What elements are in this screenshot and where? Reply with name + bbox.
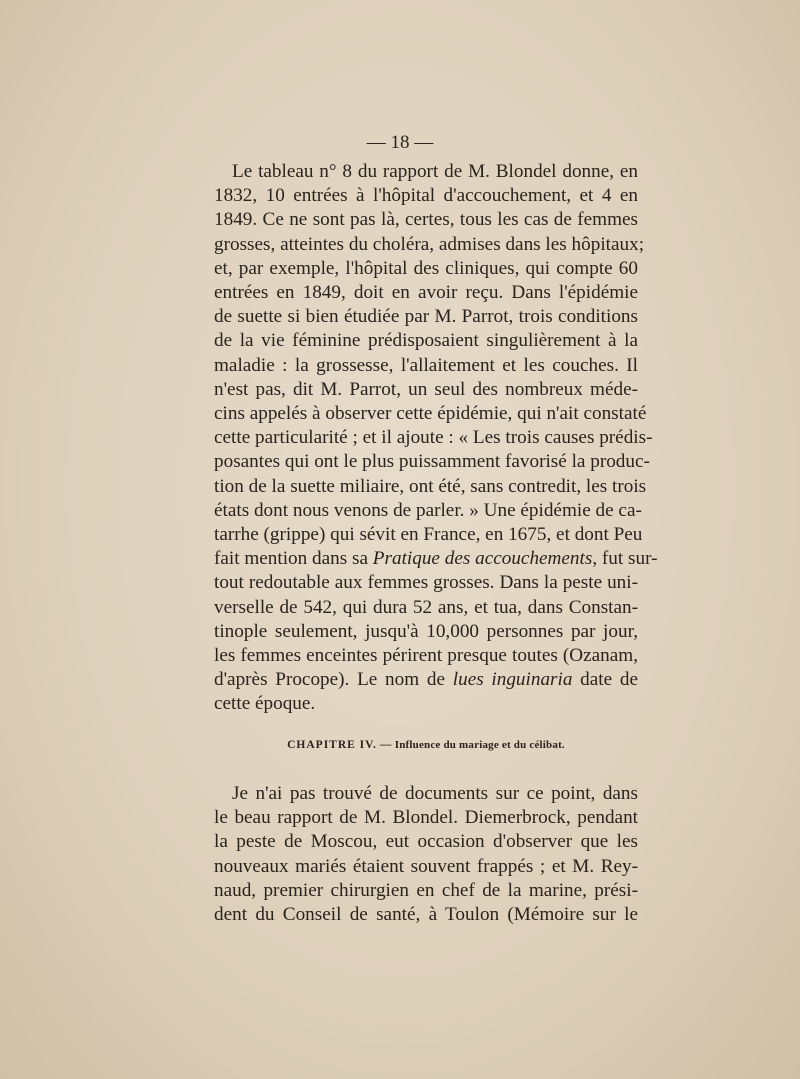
text-line: nouveaux mariés étaient souvent frappés ; et M. Rey- <box>214 855 638 877</box>
italic-term-lues-inguinaria: lues inguinaria <box>452 669 573 691</box>
text-line: tout redoutable aux femmes grosses. Dans la peste uni- <box>214 572 638 594</box>
text-line: cette particularité ; et il ajoute : « Les trois causes prédis- <box>214 427 653 449</box>
text-line: naud, premier chirurgien en chef de la marine, prési- <box>214 879 638 901</box>
text-line: cins appelés à observer cette épidémie, qui n'ait constaté <box>214 403 647 425</box>
text-line: Je n'ai pas trouvé de documents sur ce point, dans <box>232 783 638 804</box>
text-line: dent du Conseil de santé, à Toulon (Mémoire sur le <box>214 904 638 926</box>
text-line: Le tableau n° 8 du rapport de M. Blondel donne, en <box>232 161 638 182</box>
text-line: les femmes enceintes périrent presque toutes (Ozanam, <box>214 645 638 667</box>
chapter-label: CHAPITRE IV. <box>287 739 377 751</box>
text-line: tarrhe (grippe) qui sévit en France, en 1675, et dont Peu <box>214 524 643 546</box>
text-line: de suette si bien étudiée par M. Parrot, trois conditions <box>214 306 638 328</box>
chapter-dash: — <box>376 739 395 751</box>
italic-title-pratique: Pratique des accouchements <box>372 548 593 570</box>
text-line: cette époque. <box>214 693 316 715</box>
text-segment: d'après Procope). Le nom de <box>214 669 453 691</box>
text-segment: , fut sur- <box>592 548 658 570</box>
text-line: grosses, atteintes du choléra, admises dans les hôpitaux; <box>214 233 645 255</box>
text-line: 1832, 10 entrées à l'hôpital d'accouchement, et 4 en <box>214 185 638 207</box>
text-line <box>214 547 658 571</box>
text-line: tion de la suette miliaire, ont été, sans contredit, les trois <box>214 475 647 497</box>
page-number: — 18 — <box>366 132 434 153</box>
chapter-heading <box>214 739 638 751</box>
text-line: verselle de 542, qui dura 52 ans, et tua, dans Constan- <box>214 596 638 618</box>
text-line: entrées en 1849, doit en avoir reçu. Dans l'épidémie <box>214 282 638 304</box>
paragraph-cholera-suette <box>214 160 658 717</box>
text-line: et, par exemple, l'hôpital des cliniques, qui compte 60 <box>214 257 638 279</box>
chapter-title: Influence du mariage et du célibat. <box>394 739 565 751</box>
text-segment: fait mention dans sa <box>214 548 373 570</box>
text-line: états dont nous venons de parler. » Une épidémie de ca- <box>214 499 642 521</box>
text-line: 1849. Ce ne sont pas là, certes, tous les cas de femmes <box>214 209 638 231</box>
text-line: de la vie féminine prédisposaient singulièrement à la <box>214 330 638 352</box>
text-line: maladie : la grossesse, l'allaitement et les couches. Il <box>214 354 638 376</box>
text-line: la peste de Moscou, eut occasion d'observer que les <box>214 831 638 853</box>
text-line: posantes qui ont le plus puissamment favorisé la produc- <box>214 451 650 473</box>
text-segment: date de <box>572 669 638 691</box>
text-line: n'est pas, dit M. Parrot, un seul des nombreux méde- <box>214 378 638 400</box>
paragraph-mariage <box>214 782 638 927</box>
text-line: tinople seulement, jusqu'à 10,000 personnes par jour, <box>214 620 638 642</box>
text-line: le beau rapport de M. Blondel. Diemerbrock, pendant <box>214 807 638 829</box>
text-line <box>214 668 638 692</box>
